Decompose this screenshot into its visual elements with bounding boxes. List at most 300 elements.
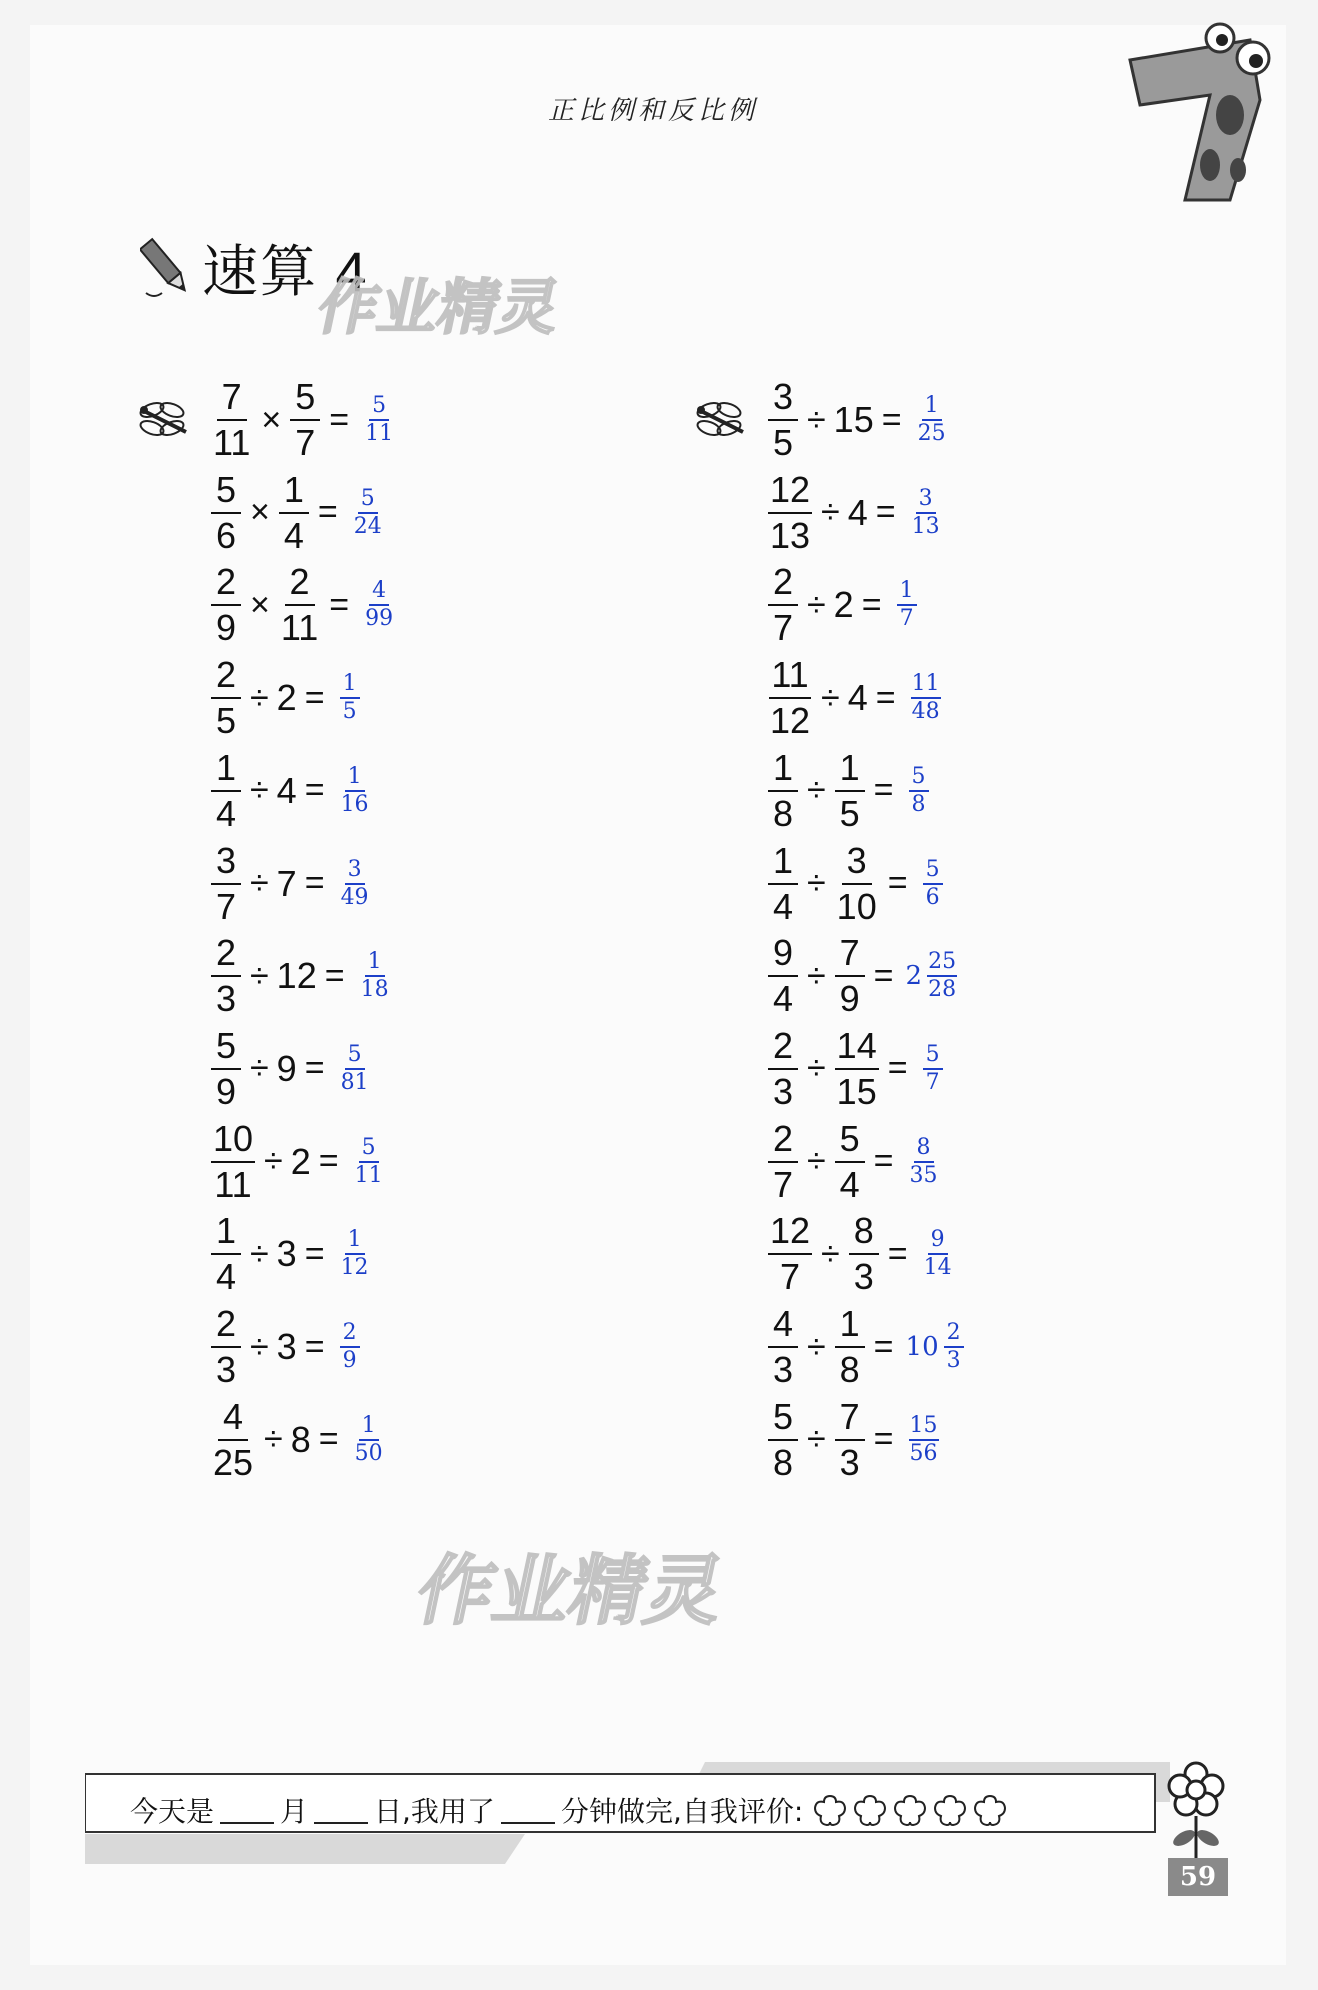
- minutes-blank[interactable]: [501, 1796, 555, 1824]
- numerator: 5: [211, 472, 241, 514]
- problem-row: [140, 834, 373, 934]
- expression: [765, 932, 960, 1020]
- operand-fraction: [835, 1395, 865, 1483]
- numerator: 8: [914, 1137, 934, 1163]
- operator: ÷: [807, 956, 826, 995]
- operand-fraction: [211, 468, 241, 556]
- numerator: 2: [211, 657, 241, 699]
- expression: [208, 1395, 387, 1483]
- answer-fraction: [364, 580, 394, 630]
- equals-sign: =: [304, 678, 325, 717]
- chapter-title: 正比例和反比例: [547, 96, 758, 126]
- operand-fraction: [211, 561, 241, 649]
- numerator: 14: [835, 1028, 879, 1070]
- denominator: 5: [342, 699, 357, 725]
- problem-row: [697, 1297, 967, 1397]
- equals-sign: =: [861, 585, 882, 624]
- answer-fraction: [897, 580, 917, 630]
- numerator: 2: [768, 1121, 798, 1163]
- answer-fraction: [917, 395, 947, 445]
- expression: [208, 1024, 373, 1112]
- numerator: 5: [835, 1121, 865, 1163]
- denominator: 6: [215, 514, 237, 556]
- problem-row: [140, 741, 373, 841]
- denominator: 16: [340, 791, 369, 817]
- numerator: 2: [285, 564, 315, 606]
- month-label: 月: [280, 1795, 309, 1828]
- equals-sign: =: [317, 493, 338, 532]
- flower-icon: [1160, 1760, 1232, 1870]
- answer-whole: 10: [905, 1332, 939, 1362]
- denominator: 8: [839, 1349, 860, 1390]
- handwritten-answer: [361, 395, 397, 445]
- numerator: 1: [345, 1229, 365, 1255]
- denominator: 4: [283, 514, 304, 556]
- numerator: 1: [897, 580, 917, 606]
- operand-fraction: [279, 468, 309, 556]
- equals-sign: =: [318, 1142, 339, 1181]
- denominator: 3: [853, 1256, 874, 1298]
- expression: [208, 468, 386, 556]
- expression: [765, 839, 946, 927]
- handwritten-answer: [906, 1134, 942, 1188]
- numerator: 11: [769, 657, 810, 699]
- handwritten-answer: [920, 856, 946, 910]
- denominator: 3: [772, 1349, 794, 1390]
- operand-fraction: [768, 376, 798, 463]
- equals-sign: =: [304, 1327, 325, 1366]
- numerator: 1: [359, 1415, 379, 1441]
- denominator: 7: [925, 1069, 940, 1095]
- operand-fraction: [211, 1024, 241, 1112]
- operator: ÷: [250, 1234, 269, 1273]
- answer-fraction: [923, 1229, 953, 1279]
- rating-flower-icon[interactable]: [811, 1793, 849, 1827]
- expression: [208, 1210, 373, 1298]
- operator: ÷: [821, 493, 840, 532]
- rating-flower-icon[interactable]: [931, 1793, 969, 1827]
- handwritten-answer: [337, 1229, 373, 1279]
- page-number: 59: [1168, 1858, 1228, 1896]
- denominator: 3: [215, 978, 237, 1020]
- operand-fraction: [211, 1117, 255, 1205]
- operand-fraction: [768, 839, 798, 927]
- denominator: 13: [911, 513, 940, 539]
- expression: [765, 1117, 942, 1205]
- numerator: 10: [211, 1121, 255, 1163]
- numerator: 25: [927, 951, 957, 977]
- denominator: 9: [215, 1070, 237, 1112]
- denominator: 81: [340, 1069, 369, 1095]
- operand-integer: 12: [276, 955, 317, 997]
- equals-sign: =: [887, 1049, 908, 1088]
- equals-sign: =: [318, 1420, 339, 1459]
- operand-integer: 4: [276, 769, 297, 811]
- handwritten-answer: [351, 1412, 387, 1466]
- handwritten-answer: [906, 1322, 967, 1372]
- operand-fraction: [768, 932, 798, 1020]
- numerator: 5: [211, 1028, 241, 1070]
- numerator: 2: [768, 564, 798, 606]
- answer-fraction: [909, 763, 929, 817]
- numerator: 5: [923, 1044, 943, 1070]
- day-blank[interactable]: [314, 1796, 368, 1824]
- numerator: 5: [358, 488, 378, 514]
- handwritten-answer: [920, 1229, 956, 1279]
- equals-sign: =: [873, 1142, 894, 1181]
- answer-fraction: [340, 673, 360, 723]
- numerator: 4: [768, 1306, 798, 1348]
- numerator: 1: [922, 395, 942, 421]
- operand-fraction: [211, 1395, 255, 1483]
- expression: [765, 376, 950, 463]
- denominator: 7: [772, 607, 794, 649]
- denominator: 8: [772, 792, 794, 834]
- operand-integer: 2: [276, 677, 297, 719]
- pencil-icon: [140, 233, 192, 303]
- denominator: 48: [911, 699, 940, 725]
- handwritten-answer: [337, 763, 373, 817]
- numerator: 8: [849, 1213, 879, 1255]
- equals-sign: =: [881, 400, 902, 439]
- equals-sign: =: [304, 864, 325, 902]
- problem-row: [140, 555, 397, 655]
- handwritten-answer: [908, 485, 944, 539]
- operand-fraction: [211, 932, 241, 1020]
- denominator: 3: [946, 1348, 961, 1373]
- operand-fraction: [835, 1024, 879, 1112]
- problem-row: [140, 370, 397, 470]
- denominator: 5: [215, 700, 237, 742]
- equals-sign: =: [329, 585, 350, 624]
- answer-fraction: [909, 1412, 939, 1466]
- numerator: 12: [768, 472, 812, 514]
- operand-fraction: [211, 654, 241, 742]
- expression: [765, 1303, 967, 1390]
- denominator: 12: [340, 1255, 369, 1281]
- equals-sign: =: [873, 1327, 894, 1366]
- expression: [765, 746, 932, 834]
- numerator: 2: [768, 1028, 798, 1070]
- denominator: 99: [365, 606, 394, 632]
- rating-flower-icon[interactable]: [971, 1793, 1009, 1827]
- numerator: 2: [340, 1322, 360, 1348]
- answer-fraction: [353, 485, 383, 539]
- operator: ×: [250, 493, 270, 532]
- denominator: 15: [836, 1070, 877, 1112]
- expression: [208, 561, 397, 649]
- operand-fraction: [768, 561, 798, 649]
- denominator: 7: [780, 1256, 801, 1298]
- problem-row: [697, 1204, 956, 1304]
- denominator: 56: [909, 1440, 938, 1466]
- dragonfly-icon: [136, 398, 192, 442]
- numerator: 15: [909, 1415, 939, 1441]
- handwritten-answer: [357, 951, 393, 1001]
- operand-fraction: [835, 1303, 865, 1390]
- answer-fraction: [340, 1041, 370, 1095]
- handwritten-answer: [337, 856, 373, 910]
- operand-fraction: [211, 376, 252, 463]
- operand-fraction: [768, 1395, 798, 1483]
- numerator: 5: [359, 1137, 379, 1163]
- numerator: 1: [835, 1306, 865, 1348]
- operand-fraction: [211, 746, 241, 834]
- self-rating: [811, 1793, 1011, 1827]
- operator: ÷: [250, 956, 269, 995]
- denominator: 7: [215, 885, 237, 927]
- numerator: 4: [369, 580, 389, 606]
- operator: ÷: [250, 864, 269, 902]
- operand-integer: 4: [847, 491, 868, 533]
- denominator: 12: [770, 700, 811, 742]
- problem-row: [697, 463, 944, 563]
- equals-sign: =: [304, 1049, 325, 1088]
- answer-fraction: [911, 673, 941, 723]
- answer-fraction: [909, 1134, 939, 1188]
- expression: [208, 746, 373, 834]
- numerator: 11: [911, 673, 941, 699]
- answer-fraction: [923, 1041, 943, 1095]
- answer-fraction: [911, 485, 941, 539]
- problem-row: [140, 1297, 363, 1397]
- handwritten-answer: [361, 580, 397, 630]
- denominator: 5: [839, 792, 860, 834]
- numerator: 1: [768, 750, 798, 792]
- denominator: 3: [839, 1441, 860, 1483]
- operator: ÷: [264, 1142, 283, 1181]
- section-title: 速算 4: [202, 240, 369, 303]
- problem-row: [140, 1204, 373, 1304]
- operator: ×: [250, 585, 270, 624]
- operand-integer: 2: [833, 584, 854, 626]
- day-label: 日,我用了: [374, 1795, 495, 1828]
- answer-fraction: [340, 763, 370, 817]
- numerator: 5: [290, 379, 320, 421]
- operator: ÷: [807, 1049, 826, 1088]
- numerator: 5: [345, 1044, 365, 1070]
- expression: [208, 654, 363, 742]
- numerator: 5: [909, 766, 929, 792]
- problem-row: [697, 370, 950, 470]
- operator: ÷: [807, 1420, 826, 1459]
- equals-sign: =: [873, 956, 894, 995]
- expression: [765, 654, 944, 742]
- handwritten-answer: [906, 951, 961, 1001]
- denominator: 49: [340, 884, 369, 910]
- numerator: 1: [340, 673, 360, 699]
- numerator: 1: [211, 1213, 241, 1255]
- operand-integer: 7: [276, 862, 297, 904]
- equals-sign: =: [887, 864, 908, 902]
- denominator: 35: [909, 1162, 938, 1188]
- answer-fraction: [340, 1229, 370, 1279]
- equals-sign: =: [324, 956, 345, 995]
- equals-sign: =: [873, 1420, 894, 1459]
- minutes-label: 分钟做完,自我评价:: [560, 1795, 804, 1828]
- numerator: 7: [835, 935, 865, 977]
- denominator: 11: [354, 1162, 383, 1188]
- denominator: 4: [215, 1256, 237, 1298]
- operand-fraction: [835, 746, 865, 834]
- today-label: 今天是: [130, 1795, 215, 1828]
- operator: ÷: [807, 585, 826, 624]
- numerator: 2: [944, 1322, 964, 1348]
- handwritten-answer: [914, 395, 950, 445]
- problem-row: [697, 648, 944, 748]
- rating-flower-icon[interactable]: [851, 1793, 889, 1827]
- problem-row: [697, 1112, 942, 1212]
- expression: [208, 839, 373, 927]
- denominator: 10: [836, 885, 877, 927]
- denominator: 24: [353, 513, 382, 539]
- answer-fraction: [944, 1322, 964, 1372]
- equals-sign: =: [873, 771, 894, 810]
- numerator: 4: [218, 1399, 248, 1441]
- numerator: 3: [211, 843, 241, 885]
- numerator: 2: [211, 935, 241, 977]
- problem-row: [140, 648, 363, 748]
- denominator: 6: [925, 884, 940, 910]
- problem-row: [140, 463, 386, 563]
- denominator: 11: [213, 422, 251, 463]
- denominator: 7: [772, 1163, 794, 1205]
- problem-row: [697, 834, 946, 934]
- expression: [208, 376, 397, 463]
- numerator: 5: [768, 1399, 798, 1441]
- operator: ÷: [807, 1142, 826, 1181]
- operand-fraction: [768, 1303, 798, 1390]
- operator: ÷: [807, 864, 826, 902]
- equals-sign: =: [875, 678, 896, 717]
- problem-row: [697, 555, 920, 655]
- expression: [208, 1303, 363, 1390]
- expression: [765, 1024, 946, 1112]
- numerator: 3: [345, 859, 365, 885]
- answer-fraction: [354, 1134, 384, 1188]
- denominator: 9: [215, 607, 237, 649]
- watermark: 作业精灵: [311, 273, 567, 343]
- problem-row: [697, 1019, 946, 1119]
- denominator: 9: [342, 1348, 357, 1373]
- operand-fraction: [211, 1303, 241, 1390]
- operand-fraction: [835, 839, 879, 927]
- denominator: 7: [899, 606, 914, 632]
- operator: ÷: [807, 771, 826, 810]
- numerator: 9: [928, 1229, 948, 1255]
- numerator: 1: [365, 951, 385, 977]
- numerator: 7: [217, 379, 247, 421]
- answer-fraction: [340, 856, 370, 910]
- denominator: 4: [215, 792, 237, 834]
- problem-row: [697, 1390, 942, 1490]
- numerator: 12: [768, 1213, 812, 1255]
- completion-record: [130, 1790, 1011, 1830]
- numerator: 7: [835, 1399, 865, 1441]
- handwritten-answer: [894, 580, 920, 630]
- expression: [765, 561, 920, 649]
- denominator: 9: [839, 978, 860, 1020]
- expression: [765, 1210, 956, 1298]
- expression: [208, 1117, 387, 1205]
- operand-fraction: [768, 1210, 812, 1298]
- problem-row: [697, 926, 960, 1026]
- month-blank[interactable]: [220, 1796, 274, 1824]
- denominator: 7: [295, 422, 316, 463]
- operator: ÷: [821, 1234, 840, 1273]
- operand-fraction: [768, 654, 812, 742]
- handwritten-answer: [350, 485, 386, 539]
- problem-row: [697, 741, 932, 841]
- operand-fraction: [211, 839, 241, 927]
- problem-row: [140, 926, 393, 1026]
- denominator: 4: [839, 1163, 860, 1205]
- operand-integer: 9: [276, 1047, 297, 1089]
- numerator: 3: [842, 843, 872, 885]
- denominator: 18: [360, 977, 389, 1003]
- operator: ÷: [250, 771, 269, 810]
- equals-sign: =: [304, 1234, 325, 1273]
- denominator: 11: [365, 421, 394, 446]
- equals-sign: =: [329, 400, 350, 439]
- numerator: 3: [916, 488, 936, 514]
- operand-fraction: [768, 1024, 798, 1112]
- denominator: 25: [917, 421, 946, 446]
- denominator: 3: [215, 1349, 237, 1390]
- handwritten-answer: [351, 1134, 387, 1188]
- operand-integer: 8: [290, 1418, 311, 1460]
- numerator: 1: [345, 766, 365, 792]
- handwritten-answer: [906, 763, 932, 817]
- denominator: 13: [770, 514, 811, 556]
- denominator: 25: [213, 1441, 254, 1483]
- handwritten-answer: [920, 1041, 946, 1095]
- operand-fraction: [849, 1210, 879, 1298]
- numerator: 9: [768, 935, 798, 977]
- numerator: 3: [768, 379, 798, 421]
- equals-sign: =: [887, 1234, 908, 1273]
- expression: [208, 932, 393, 1020]
- denominator: 14: [923, 1255, 952, 1281]
- operator: ×: [261, 400, 282, 439]
- denominator: 4: [772, 978, 794, 1020]
- operand-fraction: [835, 932, 865, 1020]
- problem-row: [140, 1112, 387, 1212]
- answer-fraction: [360, 951, 390, 1001]
- problem-row: [140, 1390, 387, 1490]
- operand-fraction: [768, 746, 798, 834]
- operand-integer: 3: [276, 1326, 297, 1367]
- rating-flower-icon[interactable]: [891, 1793, 929, 1827]
- answer-fraction: [927, 951, 957, 1001]
- numerator: 5: [923, 859, 943, 885]
- watermark: 作业精灵: [409, 1546, 733, 1635]
- operand-integer: 4: [847, 677, 868, 719]
- handwritten-answer: [337, 1322, 363, 1372]
- numerator: 1: [768, 843, 798, 885]
- operator: ÷: [250, 1049, 269, 1088]
- handwritten-answer: [337, 673, 363, 723]
- numerator: 5: [369, 395, 389, 421]
- answer-fraction: [340, 1322, 360, 1372]
- denominator: 8: [772, 1441, 794, 1483]
- denominator: 28: [928, 977, 957, 1003]
- denominator: 8: [911, 791, 926, 817]
- handwritten-answer: [337, 1041, 373, 1095]
- numerator: 1: [835, 750, 865, 792]
- operator: ÷: [250, 1327, 269, 1366]
- operator: ÷: [807, 400, 826, 439]
